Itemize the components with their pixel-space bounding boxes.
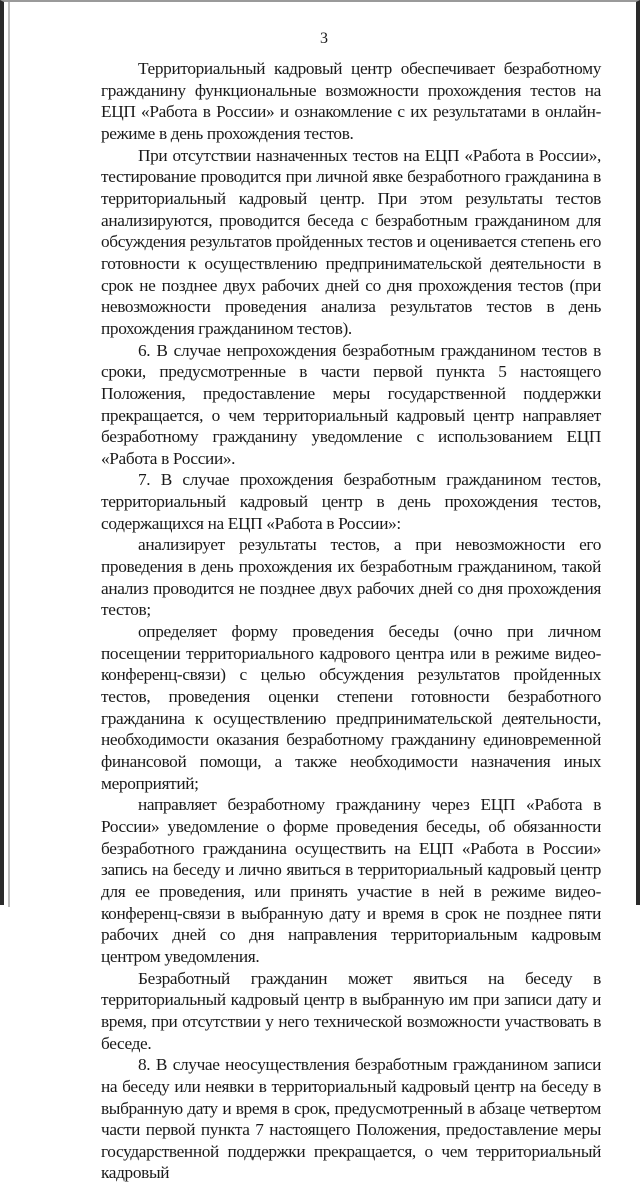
paragraph-test-access: Территориальный кадровый центр обеспечивает безработному гражданину функциональные возможности прохождения тестов на ЕЦП «Работа в России» и ознакомление с их результатами в онлайн-режиме в день прохождения тестов. bbox=[101, 59, 601, 143]
document-body bbox=[101, 58, 601, 1184]
scan-edge-shadow bbox=[8, 2, 10, 907]
paragraph-item-7-sends-notice: направляет безработному гражданину через ЕЦП «Работа в России» уведомление о форме проведения беседы, об обязанности безработного гражданина осуществить на ЕЦП «Работа в России» запись на беседу и лично явиться в территориальный кадровый центр для ее проведения, или принять участие в ней в режиме видео-конференц-связи в выбранную дату и время в срок не позднее пяти рабочих дней со дня направления территориальным кадровым центром уведомления. bbox=[101, 795, 601, 966]
paragraph-in-person-option: Безработный гражданин может явиться на беседу в территориальный кадровый центр в выбранную им при записи дату и время, при отсутствии у него технической возможности участвовать в беседе. bbox=[101, 968, 601, 1053]
paragraph-item-7-determines: определяет форму проведения беседы (очно при личном посещении территориального кадрового центра или в режиме видео-конференц-связи) с целью обсуждения результатов пройденных тестов, проведения оценки степени готовности безработного гражданина к осуществлению предпринимательской деятельности, необходимости оказания безработному гражданину единовременной финансовой помощи, а также необходимости назначения иных мероприятий; bbox=[101, 622, 601, 793]
paragraph-item-6: 6. В случае непрохождения безработным гражданином тестов в сроки, предусмотренные в части первой пункта 5 настоящего Положения, предоставление меры государственной поддержки прекращается, о чем территориальный кадровый центр направляет безработному гражданину уведомление с использованием ЕЦП «Работа в России». bbox=[101, 340, 601, 468]
paragraph-no-tests-assigned: При отсутствии назначенных тестов на ЕЦП «Работа в России», тестирование проводится при личной явке безработного гражданина в территориальный кадровый центр. При этом результаты тестов анализируются, проводится беседа с безработным гражданином для обсуждения результатов пройденных тестов и оценивается степень его готовности к осуществлению предпринимательской деятельности в срок не позднее двух рабочих дней со дня прохождения тестов (при невозможности проведения анализа результатов тестов в день прохождения гражданином тестов). bbox=[101, 145, 601, 338]
page-number: 3 bbox=[320, 30, 328, 47]
paragraph-item-7: 7. В случае прохождения безработным гражданином тестов, территориальный кадровый центр в день прохождения тестов, содержащихся на ЕЦП «Работа в России»: bbox=[101, 470, 601, 533]
paragraph-item-7-analyzes: анализирует результаты тестов, а при невозможности его проведения в день прохождения их безработным гражданином, такой анализ проводится не позднее двух рабочих дней со дня прохождения тестов; bbox=[101, 535, 601, 620]
paragraph-item-8: 8. В случае неосуществления безработным гражданином записи на беседу или неявки в территориальный кадровый центр на беседу в выбранную дату и время в срок, предусмотренный в абзаце четвертом части первой пункта 7 настоящего Положения, предоставление меры государственной поддержки прекращается, о чем территориальный кадровый bbox=[101, 1055, 601, 1183]
